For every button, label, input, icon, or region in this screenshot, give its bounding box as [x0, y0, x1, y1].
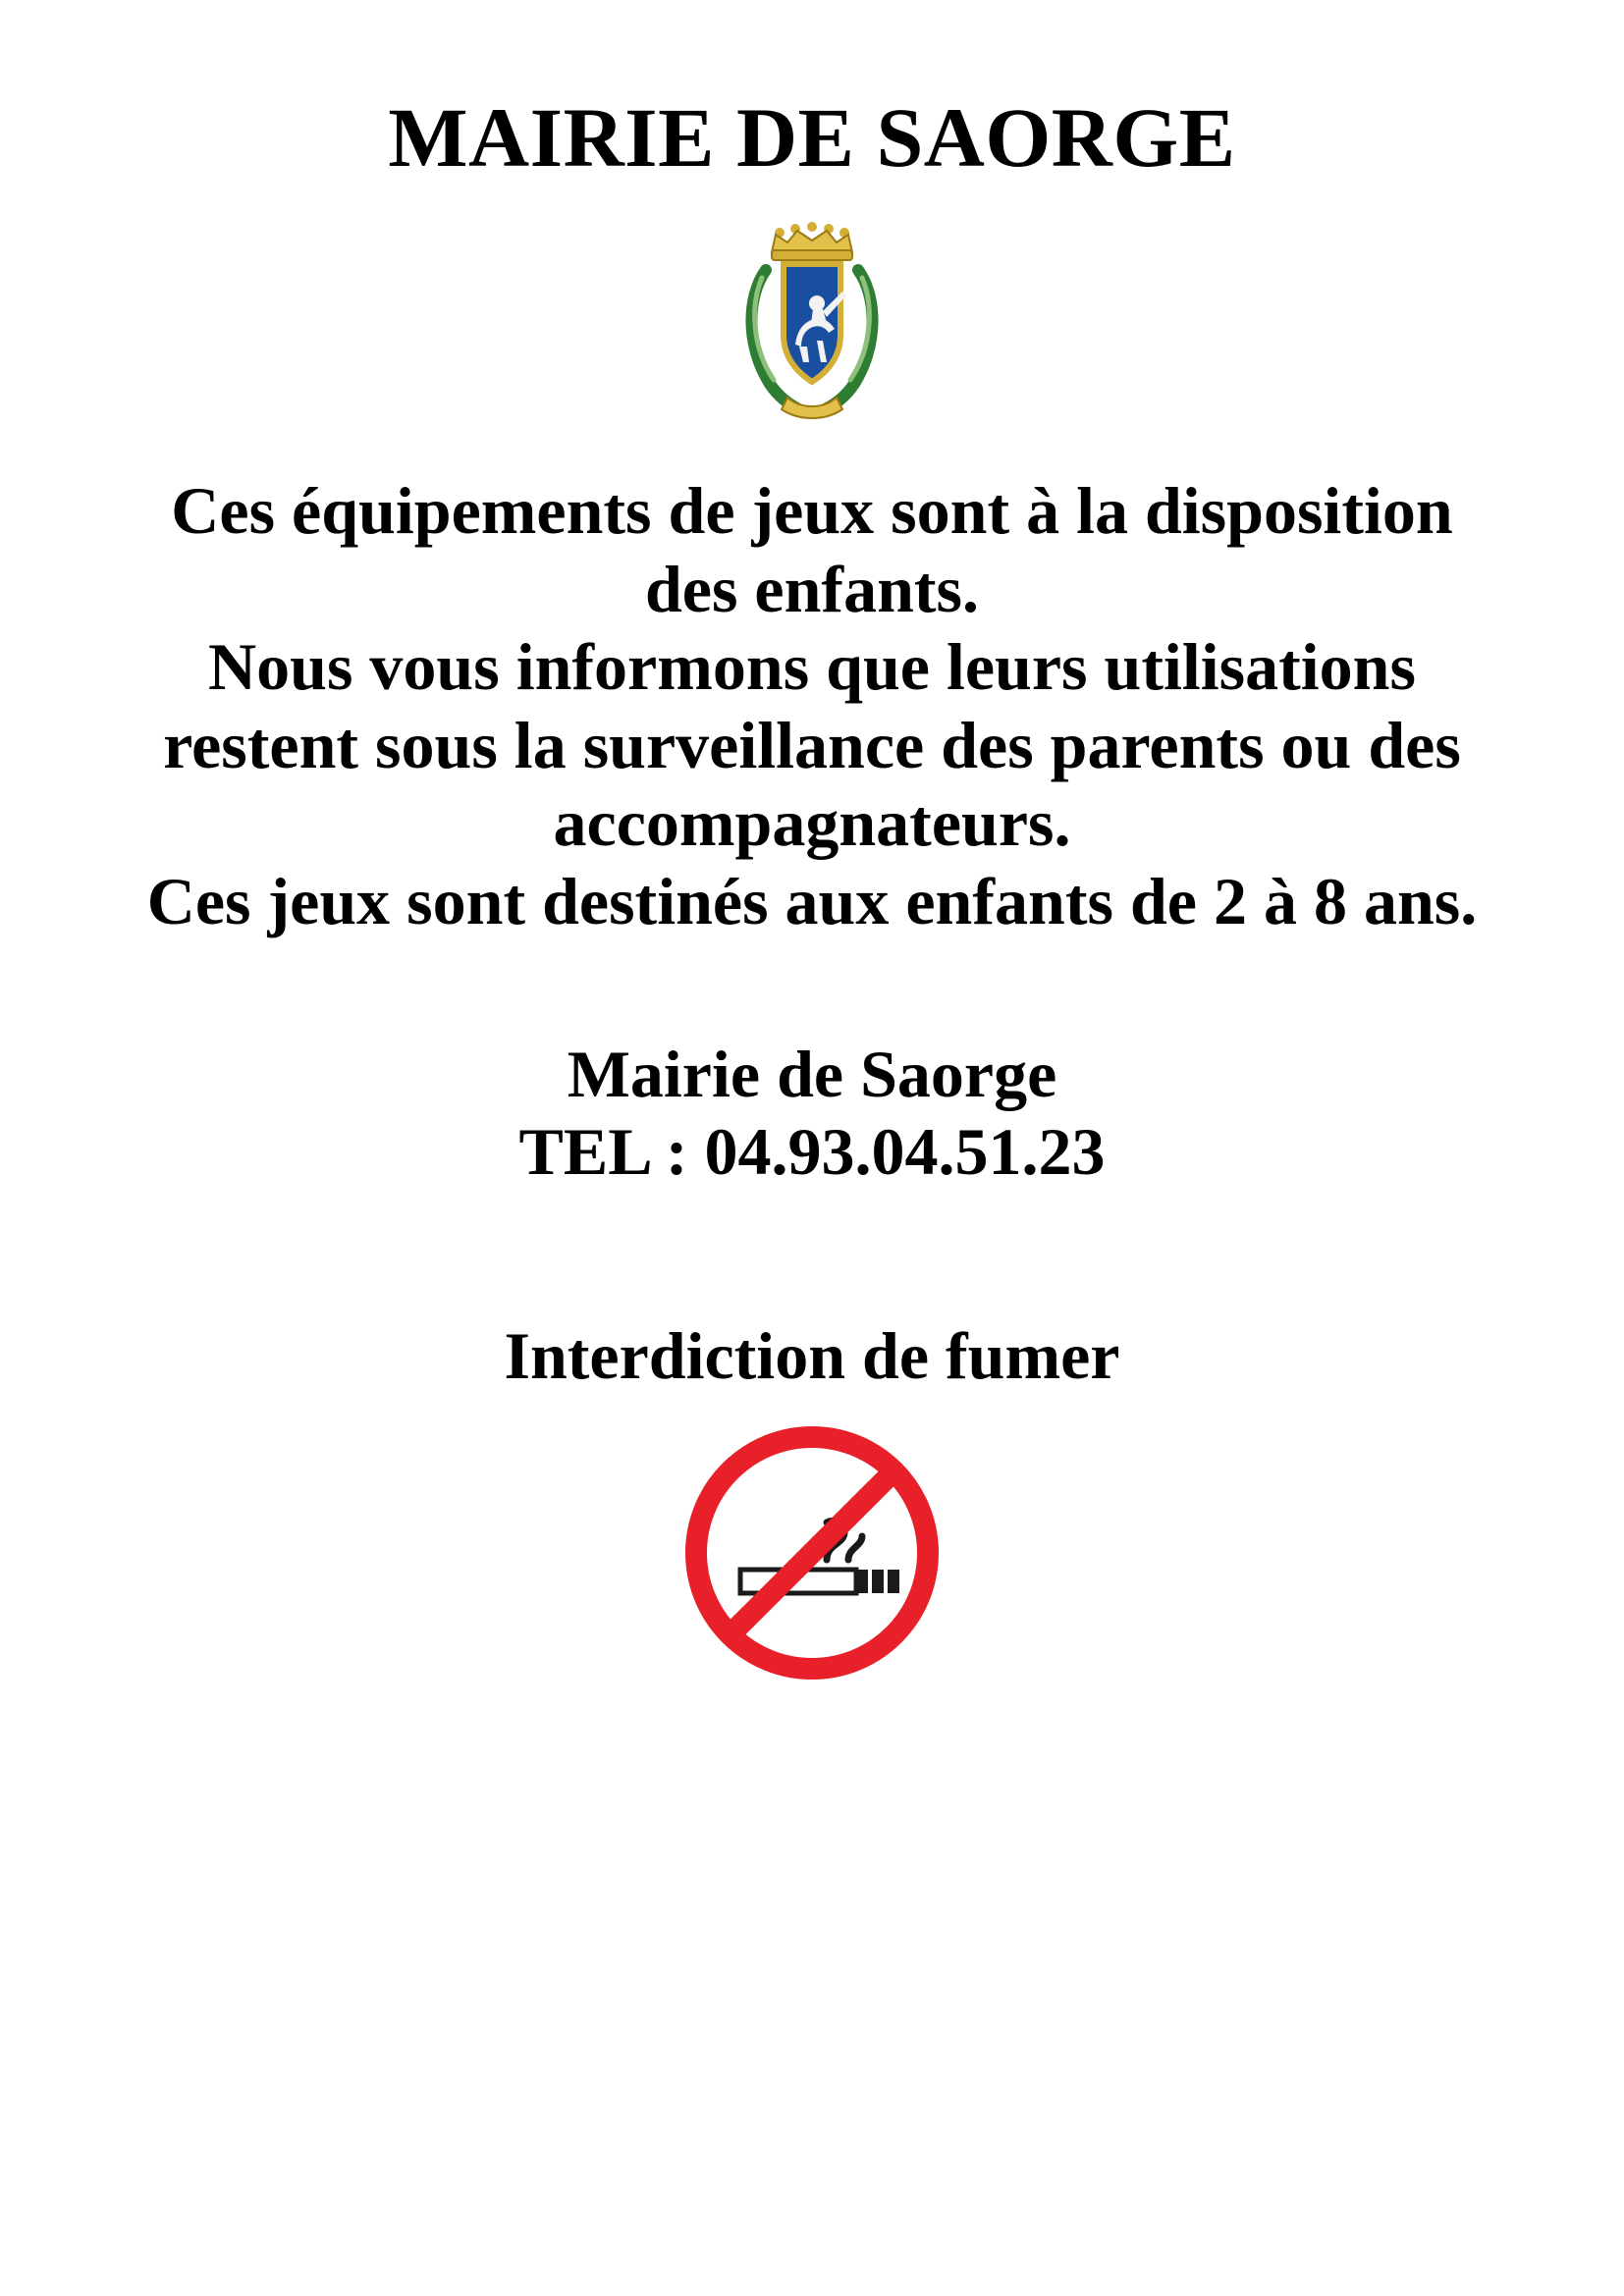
notice-line-1: Ces équipements de jeux sont à la disposition des enfants. [171, 473, 1453, 626]
page-title: MAIRIE DE SAORGE [388, 90, 1236, 185]
contact-block [519, 1036, 1106, 1192]
notice-line-2: Nous vous informons que leurs utilisations restent sous la surveillance des parents ou des accompagnateurs. [163, 629, 1461, 861]
coat-of-arms-icon [719, 219, 905, 425]
no-smoking-icon [679, 1420, 945, 1685]
contact-phone: TEL : 04.93.04.51.23 [518, 1114, 1106, 1190]
notice-text [118, 472, 1506, 940]
no-smoking-heading: Interdiction de fumer [504, 1317, 1120, 1393]
contact-name: Mairie de Saorge [567, 1036, 1057, 1111]
notice-line-3: Ces jeux sont destinés aux enfants de 2 à 8 ans. [146, 864, 1478, 939]
